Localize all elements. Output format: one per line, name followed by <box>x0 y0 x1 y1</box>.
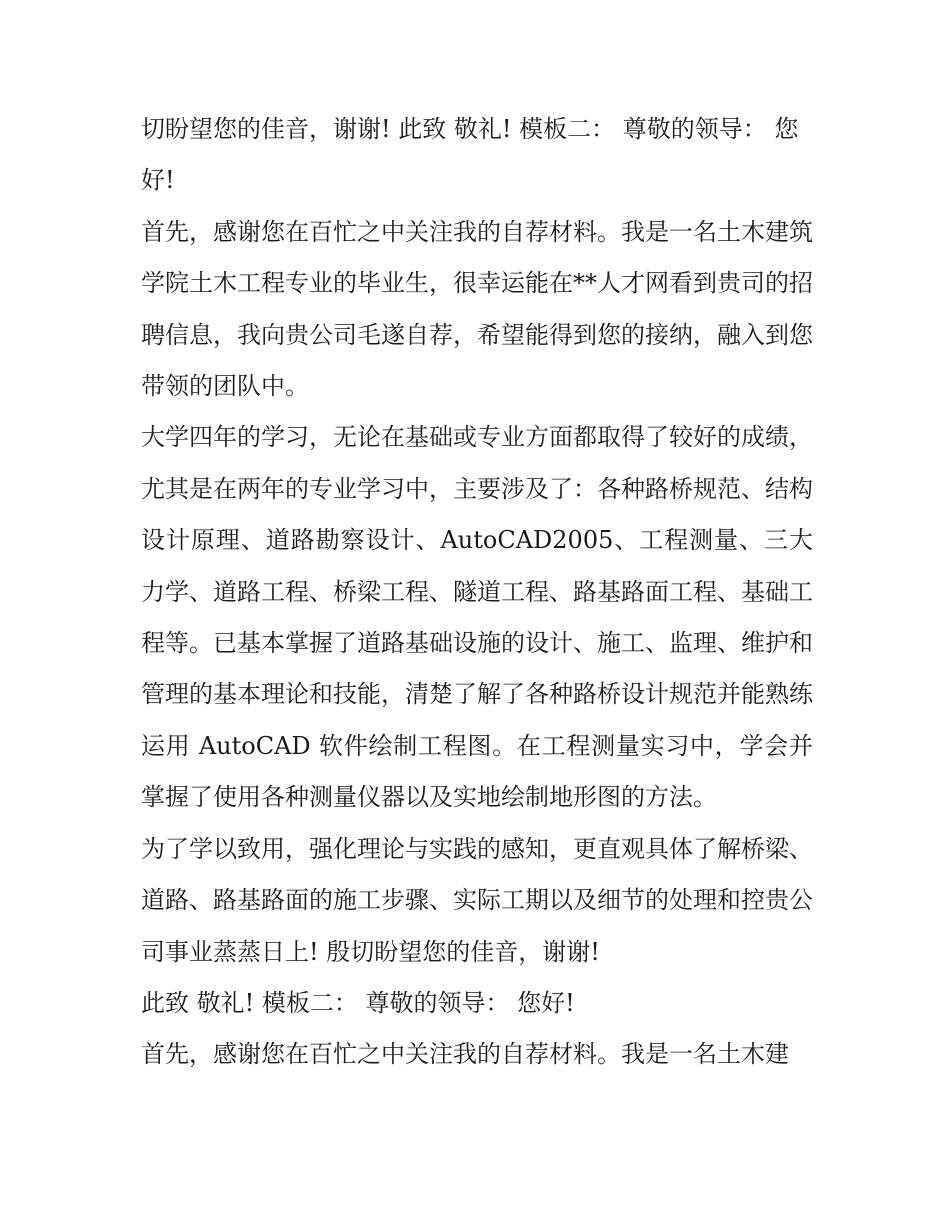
document-body <box>141 104 813 1081</box>
paragraph-salutation: 此致 敬礼! 模板二： 尊敬的领导： 您好! <box>141 988 575 1017</box>
paragraph-education: 大学四年的学习，无论在基础或专业方面都取得了较好的成绩，尤其是在两年的专业学习中，主要涉及了：各种路桥规范、结构设计原理、道路勘察设计、AutoCAD2005、工程测量、三大力学、道路工程、桥梁工程、隧道工程、路基路面工程、基础工程等。已基本掌握了道路基础设施的设计、施工、监理、维护和管理的基本理论和技能，清楚了解了各种路桥设计规范并能熟练运用 AutoCAD 软件绘制工程图。在工程测量实习中，学会并掌握了使用各种测量仪器以及实地绘制地形图的方法。 <box>141 423 813 812</box>
paragraph-introduction-repeat: 首先，感谢您在百忙之中关注我的自荐材料。我是一名土木建 <box>141 1040 789 1069</box>
paragraph-closing-and-greeting: 切盼望您的佳音，谢谢! 此致 敬礼! 模板二： 尊敬的领导： 您好! <box>141 115 799 195</box>
paragraph-practice: 为了学以致用，强化理论与实践的感知，更直观具体了解桥梁、道路、路基路面的施工步骤、实际工期以及细节的处理和控贵公司事业蒸蒸日上! 殷切盼望您的佳音，谢谢! <box>141 834 813 966</box>
paragraph-introduction: 首先，感谢您在百忙之中关注我的自荐材料。我是一名土木建筑学院土木工程专业的毕业生，很幸运能在**人才网看到贵司的招聘信息，我向贵公司毛遂自荐，希望能得到您的接纳，融入到您带领的团队中。 <box>141 217 813 401</box>
